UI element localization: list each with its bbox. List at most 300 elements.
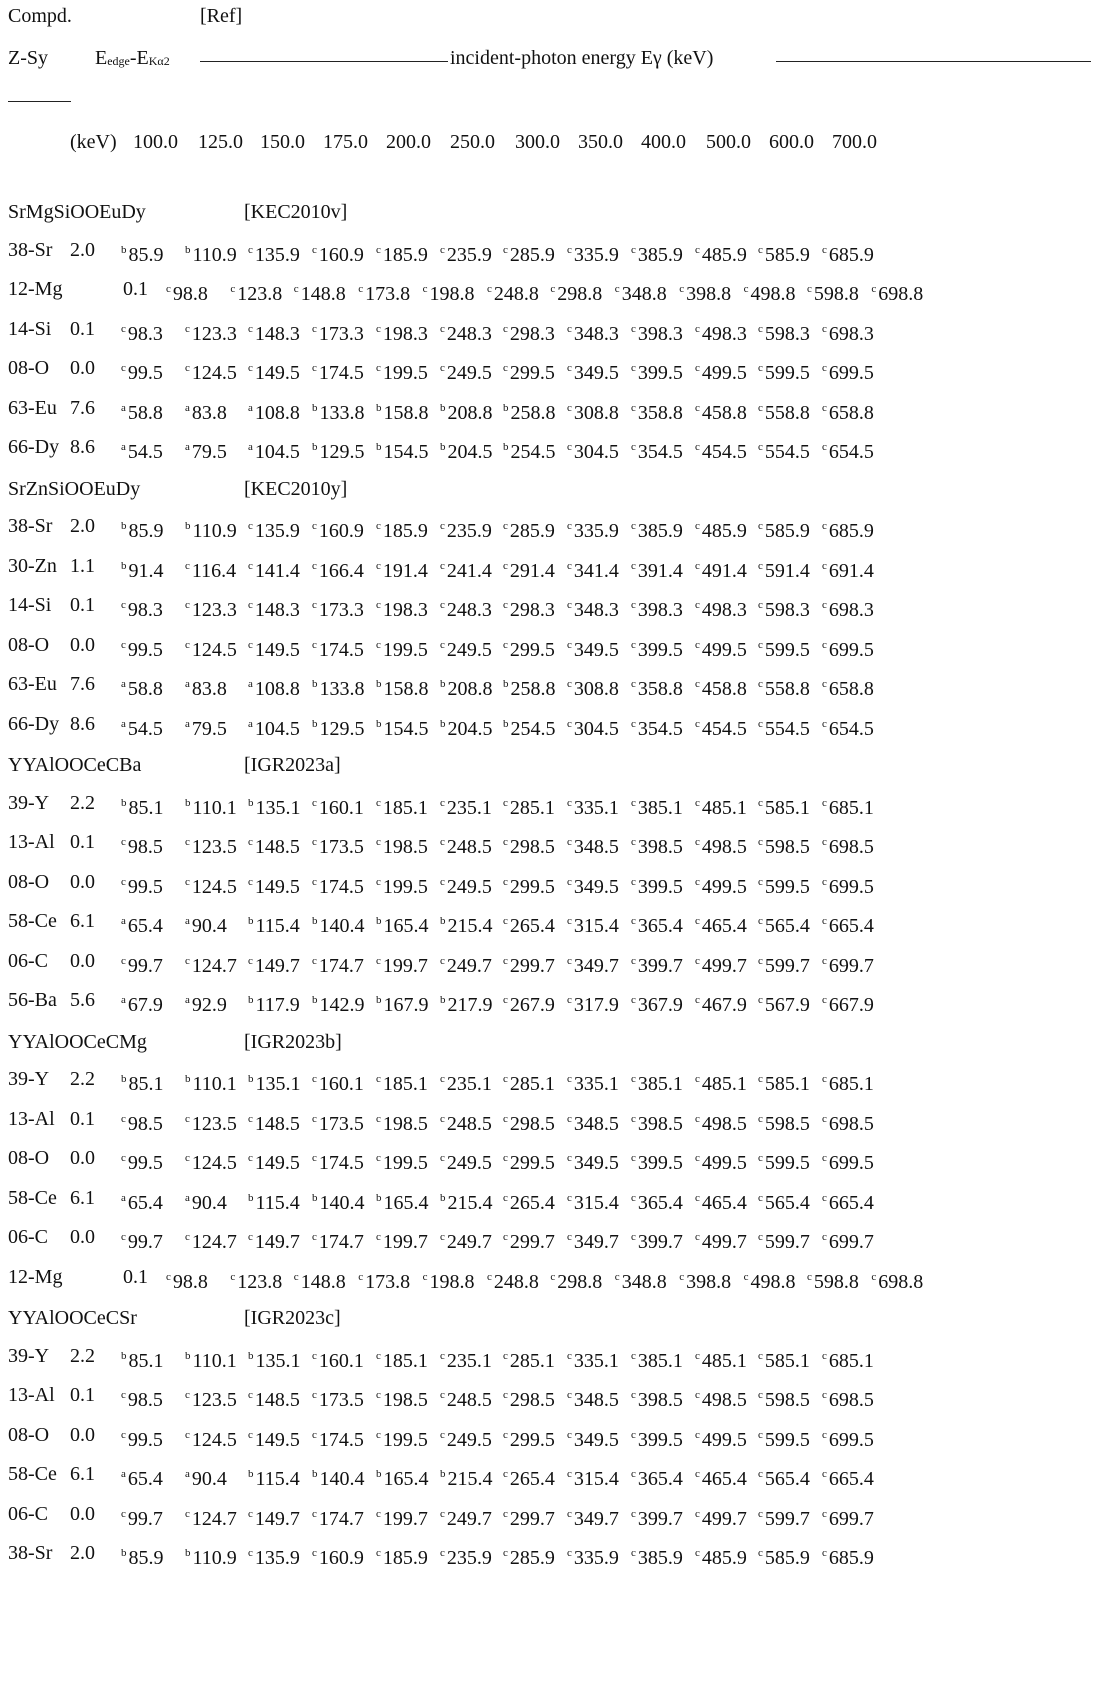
energy-cell: [248, 1107, 300, 1136]
footnote-marker: c: [376, 362, 381, 374]
cell-value: 98.5: [127, 1112, 163, 1135]
cell-value: 315.4: [573, 1468, 619, 1490]
footnote-marker: c: [121, 1112, 126, 1125]
energy-cell: [503, 1462, 555, 1491]
element-symbol: 38-Sr: [8, 515, 53, 537]
footnote-marker: c: [631, 1468, 636, 1480]
cell-value: 599.5: [764, 638, 810, 661]
footnote-marker: a: [185, 1468, 190, 1480]
edge-energy-value: 0.0: [70, 1147, 95, 1169]
cell-value: 391.4: [637, 559, 683, 582]
cell-value: 79.5: [191, 441, 227, 463]
table-row: [0, 870, 1099, 898]
footnote-marker: c: [503, 1547, 508, 1559]
cell-value: 198.8: [429, 283, 475, 305]
cell-value: 399.7: [637, 1231, 683, 1253]
cell-value: 498.3: [701, 599, 747, 621]
energy-cell: [185, 1462, 227, 1491]
footnote-marker: c: [695, 1112, 700, 1125]
energy-cell: [440, 238, 492, 267]
footnote-marker: c: [631, 1152, 636, 1164]
footnote-marker: c: [376, 1231, 381, 1243]
cell-value: 160.1: [318, 796, 364, 819]
cell-value: 299.7: [509, 1231, 555, 1253]
element-symbol: 08-O: [8, 633, 50, 656]
cell-value: 349.5: [573, 1152, 619, 1174]
cell-value: 298.3: [509, 599, 555, 621]
edge-energy-value: 0.1: [123, 278, 148, 300]
footnote-marker: c: [758, 836, 763, 848]
table-row: [0, 712, 1099, 740]
cell-value: 85.1: [128, 796, 164, 819]
energy-cell: [440, 317, 492, 346]
footnote-marker: c: [695, 1152, 700, 1164]
energy-cell: [695, 554, 747, 583]
footnote-marker: b: [440, 994, 446, 1006]
energy-cell: [807, 277, 859, 306]
energy-cell: [440, 514, 492, 543]
footnote-marker: c: [631, 954, 636, 967]
cell-value: 154.5: [383, 441, 429, 463]
footnote-marker: c: [567, 243, 572, 256]
cell-value: 685.9: [828, 1547, 874, 1569]
energy-cell: [121, 1541, 164, 1570]
edge-energy-value: 0.0: [70, 870, 95, 893]
cell-value: 249.5: [446, 1152, 492, 1174]
footnote-marker: b: [312, 1468, 318, 1480]
footnote-marker: c: [758, 717, 763, 730]
energy-cell: [312, 712, 365, 741]
footnote-marker: c: [567, 954, 572, 967]
energy-cell: [185, 238, 237, 267]
footnote-marker: c: [758, 1349, 763, 1362]
cell-value: 285.9: [509, 243, 555, 266]
cell-value: 99.5: [127, 1428, 163, 1451]
compound-name: YYAlOOCeCMg: [8, 1030, 147, 1053]
cell-value: 349.7: [573, 1231, 619, 1253]
cell-value: 349.5: [573, 1428, 619, 1451]
cell-value: 123.8: [237, 283, 283, 305]
energy-cell: [758, 633, 810, 662]
footnote-marker: c: [312, 520, 317, 532]
footnote-marker: c: [822, 520, 827, 532]
energy-cell: [567, 830, 619, 859]
energy-cell: [503, 1107, 555, 1136]
footnote-marker: c: [440, 1231, 445, 1243]
footnote-marker: c: [758, 599, 763, 611]
cell-value: 123.3: [191, 322, 237, 345]
cell-value: 149.5: [254, 362, 300, 384]
cell-value: 365.4: [637, 915, 683, 937]
footnote-marker: c: [822, 401, 827, 414]
cell-value: 349.7: [573, 954, 619, 977]
footnote-marker: a: [248, 441, 253, 453]
footnote-marker: c: [758, 1468, 763, 1480]
energy-cell: [695, 1502, 747, 1531]
footnote-marker: c: [312, 1073, 317, 1085]
energy-cell: [185, 909, 227, 938]
footnote-marker: c: [440, 1152, 445, 1164]
edge-energy-value: 2.0: [70, 1542, 95, 1564]
cell-value: 199.5: [382, 875, 428, 898]
cell-value: 454.5: [701, 441, 747, 463]
cell-value: 348.3: [573, 599, 619, 621]
energy-cell: [758, 870, 810, 899]
footnote-marker: c: [758, 1073, 763, 1085]
energy-cell: [312, 1462, 365, 1491]
footnote-marker: b: [312, 915, 318, 927]
cell-value: 65.4: [127, 1468, 163, 1490]
cell-value: 267.9: [509, 994, 555, 1016]
footnote-marker: c: [121, 1152, 126, 1164]
element-symbol: 39-Y: [8, 1344, 50, 1367]
cell-value: 598.8: [813, 1270, 859, 1293]
footnote-marker: a: [121, 678, 126, 690]
energy-cell: [822, 1225, 874, 1254]
footnote-marker: c: [631, 678, 636, 690]
footnote-marker: c: [248, 1152, 253, 1164]
footnote-marker: c: [822, 1112, 827, 1125]
cell-value: 198.3: [382, 599, 428, 621]
energy-cell: [440, 1146, 492, 1175]
cell-value: 108.8: [254, 401, 300, 424]
footnote-marker: a: [185, 441, 190, 453]
energy-cell: [312, 1067, 364, 1096]
energy-cell: [631, 435, 683, 464]
energy-cell: [822, 1541, 874, 1570]
energy-cell: [440, 870, 492, 899]
footnote-marker: a: [121, 994, 126, 1006]
energy-cell: [121, 593, 163, 622]
compound-name: SrZnSiOOEuDy: [8, 477, 141, 500]
energy-cell: [248, 909, 300, 938]
footnote-marker: c: [822, 322, 827, 335]
energy-cell: [121, 396, 163, 425]
energy-cell: [631, 633, 683, 662]
energy-cell: [567, 1383, 619, 1412]
cell-value: 599.7: [764, 1231, 810, 1253]
cell-value: 598.5: [764, 1389, 810, 1411]
energy-cell: [503, 317, 555, 346]
cell-value: 458.8: [701, 401, 747, 424]
footnote-marker: c: [487, 1270, 492, 1283]
element-symbol: 58-Ce: [8, 1463, 57, 1485]
footnote-marker: c: [503, 1112, 508, 1125]
energy-cell: [440, 988, 493, 1017]
footnote-marker: c: [567, 1349, 572, 1362]
footnote-marker: c: [758, 638, 763, 651]
energy-cell: [248, 1462, 300, 1491]
footnote-marker: c: [503, 362, 508, 374]
cell-value: 485.9: [701, 520, 747, 542]
cell-value: 585.1: [764, 1349, 810, 1372]
cell-value: 499.7: [701, 954, 747, 977]
element-symbol: 30-Zn: [8, 554, 57, 577]
energy-cell: [440, 672, 493, 701]
cell-value: 160.9: [318, 1547, 364, 1569]
cell-value: 199.7: [382, 1231, 428, 1253]
energy-label: incident-photon energy Eγ (keV): [450, 47, 714, 69]
energy-cell: [423, 1265, 475, 1294]
energy-cell: [312, 1225, 364, 1254]
cell-value: 185.9: [382, 243, 428, 266]
element-symbol: 13-Al: [8, 1107, 55, 1130]
edge-energy-value: 0.0: [70, 357, 95, 379]
edge-energy-value: 0.1: [70, 831, 95, 853]
energy-cell: [822, 435, 874, 464]
cell-value: 204.5: [447, 441, 493, 463]
footnote-marker: c: [679, 283, 685, 295]
cell-value: 385.9: [637, 243, 683, 266]
cell-value: 123.3: [191, 599, 237, 621]
energy-cell: [440, 1462, 493, 1491]
energy-cell: [631, 1146, 683, 1175]
footnote-marker: c: [567, 638, 572, 651]
energy-cell: [294, 1265, 346, 1294]
footnote-marker: c: [121, 836, 126, 848]
cell-value: 348.8: [621, 1270, 667, 1293]
footnote-marker: c: [631, 915, 636, 927]
footnote-marker: c: [822, 1349, 827, 1362]
footnote-marker: c: [503, 954, 508, 967]
cell-value: 141.4: [254, 559, 300, 582]
cell-value: 148.5: [254, 836, 300, 858]
footnote-marker: c: [121, 1231, 126, 1243]
energy-cell: [631, 712, 683, 741]
edge-energy-value: 6.1: [70, 1463, 95, 1485]
footnote-marker: b: [185, 1073, 191, 1085]
footnote-marker: b: [248, 1468, 254, 1480]
footnote-marker: b: [312, 994, 318, 1006]
footnote-marker: c: [631, 441, 636, 453]
cell-value: 248.3: [446, 322, 492, 345]
energy-cell: [567, 1107, 619, 1136]
cell-value: 92.9: [191, 994, 227, 1016]
footnote-marker: c: [503, 1191, 508, 1204]
energy-cell: [695, 633, 747, 662]
zsy-header: Z-Sy: [8, 47, 48, 69]
energy-cell: [567, 1502, 619, 1531]
energy-cell: [376, 1383, 428, 1412]
footnote-marker: c: [440, 1507, 445, 1520]
footnote-marker: c: [567, 994, 572, 1006]
footnote-marker: c: [567, 836, 572, 848]
cell-value: 208.8: [447, 401, 493, 424]
energy-cell: [758, 396, 810, 425]
energy-cell: [758, 1344, 810, 1373]
cell-value: 173.5: [318, 1389, 364, 1411]
cell-value: 485.9: [701, 1547, 747, 1569]
footnote-marker: c: [248, 1428, 253, 1441]
element-symbol: 39-Y: [8, 1068, 50, 1090]
cell-value: 135.1: [255, 1349, 301, 1372]
cell-value: 685.9: [828, 520, 874, 542]
energy-cell: [248, 554, 300, 583]
energy-cell: [376, 317, 428, 346]
element-symbol: 58-Ce: [8, 1186, 57, 1209]
cell-value: 115.4: [255, 1468, 300, 1490]
footnote-marker: c: [807, 283, 812, 295]
cell-value: 485.1: [701, 1073, 747, 1095]
footnote-marker: c: [358, 283, 364, 295]
energy-cell: [185, 712, 227, 741]
footnote-marker: c: [871, 1270, 877, 1283]
cell-value: 174.5: [318, 362, 364, 384]
cell-value: 199.5: [382, 362, 428, 384]
footnote-marker: c: [376, 1389, 381, 1401]
energy-cell: [695, 593, 747, 622]
energy-cell: [312, 1186, 365, 1215]
table-row: [0, 238, 1099, 266]
cell-value: 665.4: [828, 915, 874, 937]
cell-value: 248.5: [446, 836, 492, 858]
energy-cell: [121, 791, 164, 820]
energy-cell: [695, 870, 747, 899]
footnote-marker: c: [376, 836, 381, 848]
energy-cell: [312, 554, 364, 583]
compound-ref: [KEC2010v]: [244, 201, 348, 223]
footnote-marker: b: [376, 717, 382, 730]
energy-cell: [376, 396, 429, 425]
footnote-marker: c: [631, 322, 636, 335]
cell-value: 235.1: [446, 1349, 492, 1372]
footnote-marker: c: [440, 638, 445, 651]
edge-energy-value: 2.2: [70, 1344, 95, 1367]
energy-cell: [248, 1146, 300, 1175]
footnote-marker: c: [695, 1349, 700, 1362]
cell-value: 116.4: [191, 559, 237, 582]
footnote-marker: c: [121, 599, 126, 611]
cell-value: 249.5: [446, 362, 492, 384]
footnote-marker: b: [185, 796, 191, 809]
footnote-marker: c: [440, 796, 445, 809]
footnote-marker: b: [121, 243, 127, 256]
energy-cell: [695, 435, 747, 464]
cell-value: 698.3: [828, 599, 874, 621]
cell-value: 165.4: [383, 1191, 429, 1214]
energy-cell: [822, 870, 874, 899]
cell-value: 148.5: [254, 1389, 300, 1411]
energy-cell: [631, 356, 683, 385]
element-symbol: 38-Sr: [8, 238, 53, 261]
footnote-marker: c: [822, 559, 827, 572]
energy-cell: [822, 791, 874, 820]
cell-value: 498.8: [750, 1270, 796, 1293]
cell-value: 98.5: [127, 836, 163, 858]
energy-cell: [358, 277, 410, 306]
energy-cell: [503, 988, 555, 1017]
footnote-marker: c: [695, 994, 700, 1006]
energy-cell: [631, 396, 683, 425]
energy-cell: [744, 1265, 796, 1294]
footnote-marker: b: [185, 520, 191, 532]
table-row: [0, 554, 1099, 582]
energy-cell: [567, 949, 619, 978]
footnote-marker: c: [503, 599, 508, 611]
footnote-marker: c: [312, 362, 317, 374]
footnote-marker: c: [567, 1231, 572, 1243]
energy-cell: [631, 238, 683, 267]
energy-cell: [503, 1383, 555, 1412]
edge-energy-value: 8.6: [70, 712, 95, 735]
cell-value: 565.4: [764, 1191, 810, 1214]
cell-value: 285.9: [509, 520, 555, 542]
cell-value: 248.8: [493, 1270, 539, 1293]
footnote-marker: c: [503, 1507, 508, 1520]
footnote-marker: c: [376, 1428, 381, 1441]
energy-cell: [695, 949, 747, 978]
edge-energy-value: 0.1: [70, 1107, 95, 1130]
cell-value: 385.1: [637, 1073, 683, 1095]
cell-value: 599.7: [764, 954, 810, 977]
footnote-marker: c: [376, 243, 381, 256]
footnote-marker: c: [822, 1191, 827, 1204]
cell-value: 558.8: [764, 401, 810, 424]
footnote-marker: c: [358, 1270, 364, 1283]
element-symbol: 08-O: [8, 870, 50, 893]
footnote-marker: c: [185, 559, 190, 572]
footnote-marker: c: [631, 1112, 636, 1125]
footnote-marker: c: [822, 875, 827, 888]
energy-cell: [440, 1225, 492, 1254]
energy-cell: [695, 791, 747, 820]
energy-cell: [822, 1383, 874, 1412]
cell-value: 204.5: [447, 717, 493, 740]
element-symbol: 38-Sr: [8, 1542, 53, 1564]
energy-cell: [679, 277, 731, 306]
energy-cell: [631, 317, 683, 346]
energy-cell: [695, 238, 747, 267]
footnote-marker: c: [185, 1389, 190, 1401]
edge-energy-dash: -E: [129, 47, 149, 69]
edge-energy-value: 0.0: [70, 1423, 95, 1446]
footnote-marker: c: [695, 915, 700, 927]
cell-value: 99.5: [127, 875, 163, 898]
footnote-marker: a: [185, 994, 190, 1006]
cell-value: 148.8: [300, 1270, 346, 1293]
footnote-marker: c: [185, 1152, 190, 1164]
footnote-marker: c: [822, 717, 827, 730]
energy-column-header: 600.0: [769, 131, 814, 153]
footnote-marker: c: [503, 836, 508, 848]
energy-cell: [807, 1265, 859, 1294]
footnote-marker: c: [503, 796, 508, 809]
cell-value: 148.8: [300, 283, 346, 305]
compd-header: Compd.: [8, 5, 72, 27]
cell-value: 467.9: [701, 994, 747, 1016]
energy-cell: [758, 514, 810, 543]
cell-value: 165.4: [383, 1468, 429, 1490]
footnote-marker: c: [422, 1270, 428, 1283]
energy-cell: [567, 1423, 619, 1452]
energy-cell: [248, 870, 300, 899]
energy-cell: [758, 435, 810, 464]
energy-cell: [185, 1107, 237, 1136]
footnote-marker: c: [248, 875, 253, 888]
footnote-marker: c: [376, 875, 381, 888]
energy-cell: [567, 317, 619, 346]
footnote-marker: c: [440, 520, 445, 532]
footnote-marker: c: [567, 678, 572, 690]
cell-value: 98.5: [127, 1389, 163, 1411]
energy-cell: [121, 435, 163, 464]
cell-value: 185.1: [382, 1073, 428, 1095]
energy-column-header: 250.0: [450, 131, 495, 153]
footnote-marker: b: [440, 1191, 446, 1204]
footnote-marker: b: [248, 1349, 254, 1362]
footnote-marker: b: [248, 1073, 254, 1085]
cell-value: 117.9: [255, 994, 300, 1016]
